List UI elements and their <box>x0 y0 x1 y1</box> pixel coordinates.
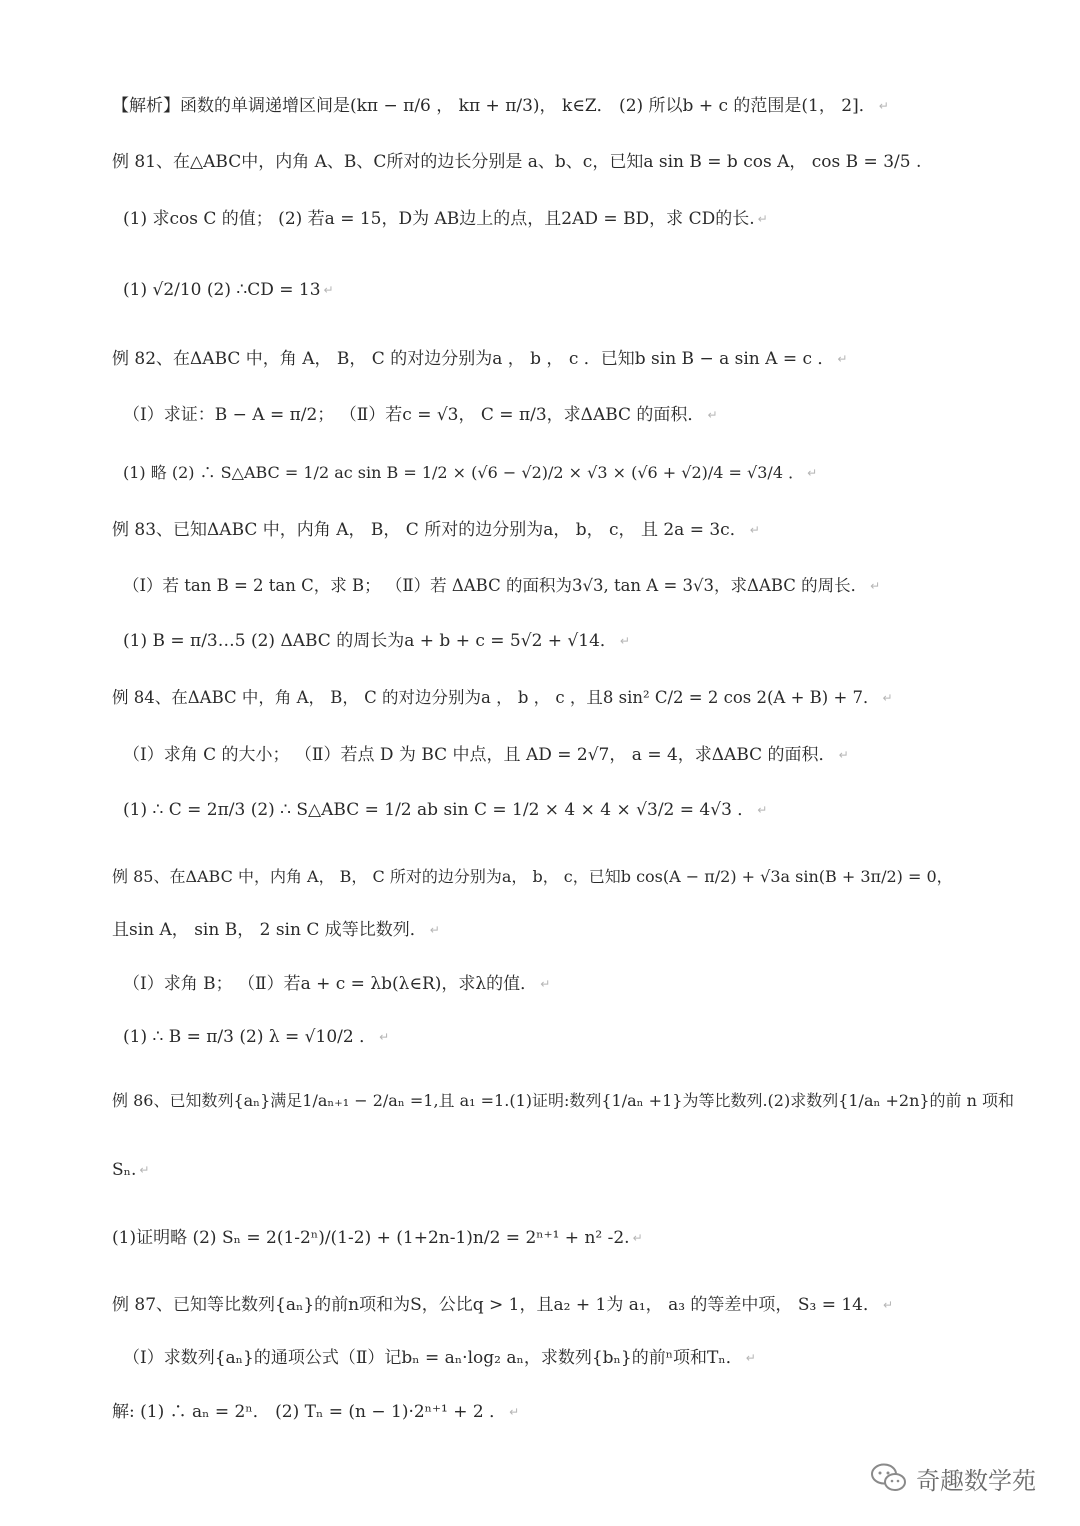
return-mark: ↵ <box>878 99 889 113</box>
example-82-answer <box>123 453 1023 493</box>
watermark-text: 奇趣数学苑 <box>916 1466 1036 1495</box>
example-86-answer <box>112 1218 1012 1258</box>
line-text: (1) 求cos C 的值； (2) 若a = 15，D为 AB边上的点，且2AD = BD，求 CD的长. <box>123 208 755 229</box>
example-84-statement <box>112 678 1012 718</box>
line-text: （Ⅰ）求证：B − A = π/2； （Ⅱ）若c = √3， C = π/3，求ΔABC 的面积． <box>123 404 705 425</box>
example-83-questions <box>123 566 1023 606</box>
line-text: 例 84、在ΔABC 中，角 A， B， C 的对边分别为a ， b ， c ，且8 sin² C/2 = 2 cos 2(A + B) + 7． <box>112 687 880 707</box>
example-83-answer <box>123 621 1023 661</box>
example-84-answer <box>123 790 1023 830</box>
line-text: 例 82、在ΔABC 中，角 A， B， C 的对边分别为a ， b ， c ．已知b sin B − a sin A = c ． <box>112 348 835 369</box>
return-mark: ↵ <box>882 691 893 705</box>
line-text: （Ⅰ）求角 C 的大小； （Ⅱ）若点 D 为 BC 中点，且 AD = 2√7， a = 4，求ΔABC 的面积． <box>123 744 836 765</box>
return-mark: ↵ <box>323 283 334 297</box>
line-text: (1) ∴ B = π/3 (2) λ = √10/2 ． <box>123 1026 377 1047</box>
line-text: 例 87、已知等比数列{aₙ}的前n项和为S，公比q > 1，且a₂ + 1为 a₁， a₃ 的等差中项， S₃ = 14． <box>112 1294 880 1315</box>
line-text: (1) B = π/3…5 (2) ΔABC 的周长为a + b + c = 5√2 + √14． <box>123 630 617 651</box>
return-mark: ↵ <box>707 408 718 422</box>
example-81-answer <box>123 270 1023 310</box>
example-87-statement <box>112 1285 1012 1325</box>
return-mark: ↵ <box>745 1351 756 1365</box>
example-87-questions <box>123 1338 1023 1378</box>
line-text: 且sin A， sin B， 2 sin C 成等比数列． <box>112 919 427 940</box>
example-86-statement <box>112 1081 1015 1121</box>
example-82-questions <box>123 395 1023 435</box>
example-83-statement <box>112 510 1012 550</box>
example-84-questions <box>123 735 1023 775</box>
example-82-statement <box>112 339 1012 379</box>
return-mark: ↵ <box>838 748 849 762</box>
line-text: (1) 略 (2) ∴ S△ABC = 1/2 ac sin B = 1/2 × (√6 − √2)/2 × √3 × (√6 + √2)/4 = √3/4 ． <box>123 463 805 482</box>
line-text: (1) ∴ C = 2π/3 (2) ∴ S△ABC = 1/2 ab sin C = 1/2 × 4 × 4 × √3/2 = 4√3 ． <box>123 799 755 820</box>
line-text: （Ⅰ）若 tan B = 2 tan C，求 B； （Ⅱ）若 ΔABC 的面积为3√3, tan A = 3√3，求ΔABC 的周长． <box>123 575 868 595</box>
return-mark: ↵ <box>757 212 768 226</box>
line-text: 【解析】函数的单调递增区间是(kπ − π/6 ， kπ + π/3)， k∈Z． (2) 所以b + c 的范围是(1， 2]． <box>112 95 876 116</box>
return-mark: ↵ <box>619 634 630 648</box>
line-text: Sₙ. <box>112 1159 137 1180</box>
return-mark: ↵ <box>379 1030 390 1044</box>
example-87-answer <box>112 1392 1012 1432</box>
line-text: (1)证明略 (2) Sₙ = 2(1-2ⁿ)/(1-2) + (1+2n-1)n/2 = 2ⁿ⁺¹ + n² -2. <box>112 1227 630 1248</box>
return-mark: ↵ <box>757 803 768 817</box>
line-text: (1) √2/10 (2) ∴CD = 13 <box>123 279 321 300</box>
return-mark: ↵ <box>882 1298 894 1312</box>
example-85-statement <box>112 857 1012 897</box>
line-text: 例 86、已知数列{aₙ}满足1/aₙ₊₁ − 2/aₙ =1,且 a₁ =1.(1)证明:数列{1/aₙ +1}为等比数列.(2)求数列{1/aₙ +2n}的前 n 项和 <box>112 1091 1015 1110</box>
wechat-icon <box>870 1462 908 1494</box>
return-mark: ↵ <box>837 352 848 366</box>
line-text: 例 81、在△ABC中，内角 A、B、C所对的边长分别是 a、b、c，已知a sin B = b cos A， cos B = 3/5 . <box>112 151 922 172</box>
line-text: （Ⅰ）求角 B； （Ⅱ）若a + c = λb(λ∈R)，求λ的值． <box>123 973 538 994</box>
return-mark: ↵ <box>540 977 551 991</box>
analysis-line <box>112 86 1012 126</box>
example-81-questions <box>123 199 1023 239</box>
return-mark: ↵ <box>807 466 818 480</box>
example-85-answer <box>123 1017 1023 1057</box>
example-85-statement-cont <box>112 910 1012 950</box>
example-86-statement-cont <box>112 1150 1012 1190</box>
return-mark: ↵ <box>749 523 760 537</box>
line-text: （Ⅰ）求数列{aₙ}的通项公式（Ⅱ）记bₙ = aₙ·log₂ aₙ，求数列{bₙ}的前ⁿ项和Tₙ． <box>123 1347 743 1368</box>
return-mark: ↵ <box>429 923 440 937</box>
return-mark: ↵ <box>509 1405 520 1419</box>
line-text: 解: (1) ∴ aₙ = 2ⁿ． (2) Tₙ = (n − 1)·2ⁿ⁺¹ + 2 ． <box>112 1401 507 1422</box>
example-81-statement <box>112 142 1012 182</box>
return-mark: ↵ <box>632 1231 643 1245</box>
line-text: 例 85、在ΔABC 中，内角 A， B， C 所对的边分别为a， b， c，已知b cos(A − π/2) + √3a sin(B + 3π/2) = 0， <box>112 867 953 886</box>
return-mark: ↵ <box>870 579 881 593</box>
watermark <box>870 1458 1055 1498</box>
example-85-questions <box>123 964 1023 1004</box>
line-text: 例 83、已知ΔABC 中，内角 A， B， C 所对的边分别为a， b， c， 且 2a = 3c． <box>112 519 747 540</box>
return-mark: ↵ <box>139 1163 150 1177</box>
